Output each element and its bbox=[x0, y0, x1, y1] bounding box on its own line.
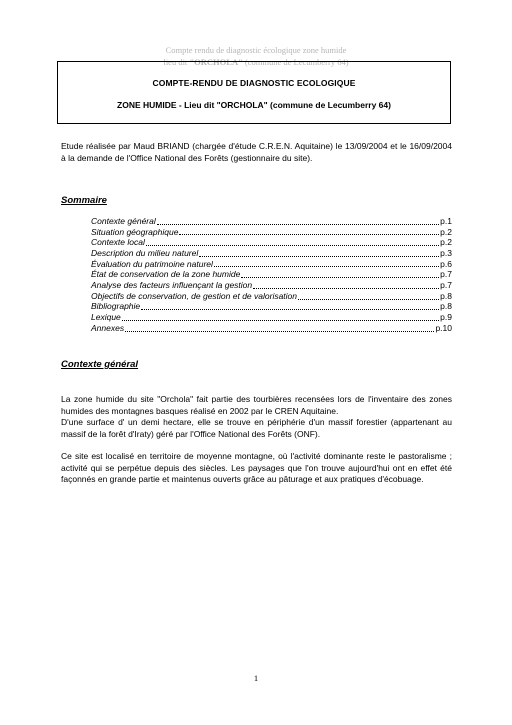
toc-item bbox=[91, 291, 452, 302]
toc-item-leader bbox=[199, 256, 439, 257]
toc-item-label: Objectifs de conservation, de gestion et de valorisation bbox=[91, 290, 298, 301]
toc-item-label: Situation géographique bbox=[91, 226, 179, 237]
toc-item bbox=[91, 216, 452, 227]
contexte-paragraph-1: La zone humide du site "Orchola" fait partie des tourbières recensées lors de l'inventaire des zones humides des montagnes basques réalisé en 2002 par le CREN Aquitaine. bbox=[61, 394, 452, 416]
toc-item-page: p.2 bbox=[440, 237, 452, 248]
toc-item-leader bbox=[179, 234, 439, 235]
document-title: COMPTE-RENDU DE DIAGNOSTIC ECOLOGIQUE bbox=[152, 78, 356, 88]
intro-paragraph: Etude réalisée par Maud BRIAND (chargée d'étude C.R.E.N. Aquitaine) le 13/09/2004 et le 16/09/2004 à la demande de l'Office National des Forêts (gestionnaire du site). bbox=[61, 141, 452, 163]
toc-item-page: p.3 bbox=[440, 248, 452, 259]
toc-item-page: p.2 bbox=[440, 226, 452, 237]
toc-item-label: Lexique bbox=[91, 312, 121, 323]
running-header-line1: Compte rendu de diagnostic écologique zone humide bbox=[165, 45, 347, 55]
toc-item-page: p.9 bbox=[440, 312, 452, 323]
toc-item-leader bbox=[122, 320, 439, 321]
toc-item bbox=[91, 269, 452, 280]
toc-item-label: Analyse des facteurs influençant la gestion bbox=[91, 280, 253, 291]
toc-item-page: p.8 bbox=[440, 301, 452, 312]
toc-item-leader bbox=[125, 331, 434, 332]
toc-item bbox=[91, 323, 452, 334]
running-header-suffix: (commune de Lecumberry 64) bbox=[242, 57, 349, 67]
toc-item bbox=[91, 237, 452, 248]
running-header-prefix: lieu dit bbox=[163, 57, 190, 67]
toc-item-leader bbox=[157, 224, 439, 225]
page-number: 1 bbox=[253, 673, 259, 683]
title-box bbox=[57, 61, 451, 124]
contexte-paragraph-3: Ce site est localisé en territoire de moyenne montagne, où l'activité dominante reste le pastoralisme ; activité qui se perpétue depuis des siècles. Les paysages que l'on trouve aujourd'hui ont en effet été façonnés en grande partie et maintenus ouverts grâce au pâturage et aux pratiques d'écobuage. bbox=[61, 451, 452, 484]
toc-item-page: p.8 bbox=[440, 290, 452, 301]
toc-item-leader bbox=[253, 288, 439, 289]
toc-item-page: p.7 bbox=[440, 269, 452, 280]
toc-item-label: Bibliographie bbox=[91, 301, 141, 312]
toc-item-leader bbox=[241, 277, 439, 278]
toc-item-page: p.1 bbox=[440, 215, 452, 226]
toc-item bbox=[91, 312, 452, 323]
toc-item-label: Annexes bbox=[91, 322, 125, 333]
toc-item bbox=[91, 227, 452, 238]
table-of-contents bbox=[91, 216, 452, 334]
toc-item bbox=[91, 280, 452, 291]
toc-item-page: p.10 bbox=[435, 322, 452, 333]
running-header-site: "ORCHOLA" bbox=[189, 57, 243, 67]
toc-item-leader bbox=[146, 245, 439, 246]
contexte-heading: Contexte général bbox=[61, 359, 139, 370]
toc-item-page: p.7 bbox=[440, 280, 452, 291]
toc-item-label: Contexte local bbox=[91, 237, 145, 248]
toc-item-leader bbox=[214, 266, 439, 267]
document-subtitle: ZONE HUMIDE - Lieu dit "ORCHOLA" (commune de Lecumberry 64) bbox=[117, 100, 391, 110]
toc-item-label: Description du milieu naturel bbox=[91, 248, 199, 259]
toc-item-label: Évaluation du patrimoine naturel bbox=[91, 258, 213, 269]
toc-item-label: État de conservation de la zone humide bbox=[91, 269, 241, 280]
sommaire-heading: Sommaire bbox=[61, 195, 107, 206]
toc-item bbox=[91, 302, 452, 313]
toc-item-label: Contexte général bbox=[91, 215, 156, 226]
toc-item-leader bbox=[141, 309, 439, 310]
contexte-paragraph-2: D'une surface d' un demi hectare, elle se trouve en périphérie d'un massif forestier (appartenant au massif de la forêt d'Iraty) géré par l'Office National des Forêts (ONF). bbox=[61, 417, 452, 439]
toc-item bbox=[91, 259, 452, 270]
toc-item-leader bbox=[298, 299, 439, 300]
toc-item bbox=[91, 248, 452, 259]
toc-item-page: p.6 bbox=[440, 258, 452, 269]
